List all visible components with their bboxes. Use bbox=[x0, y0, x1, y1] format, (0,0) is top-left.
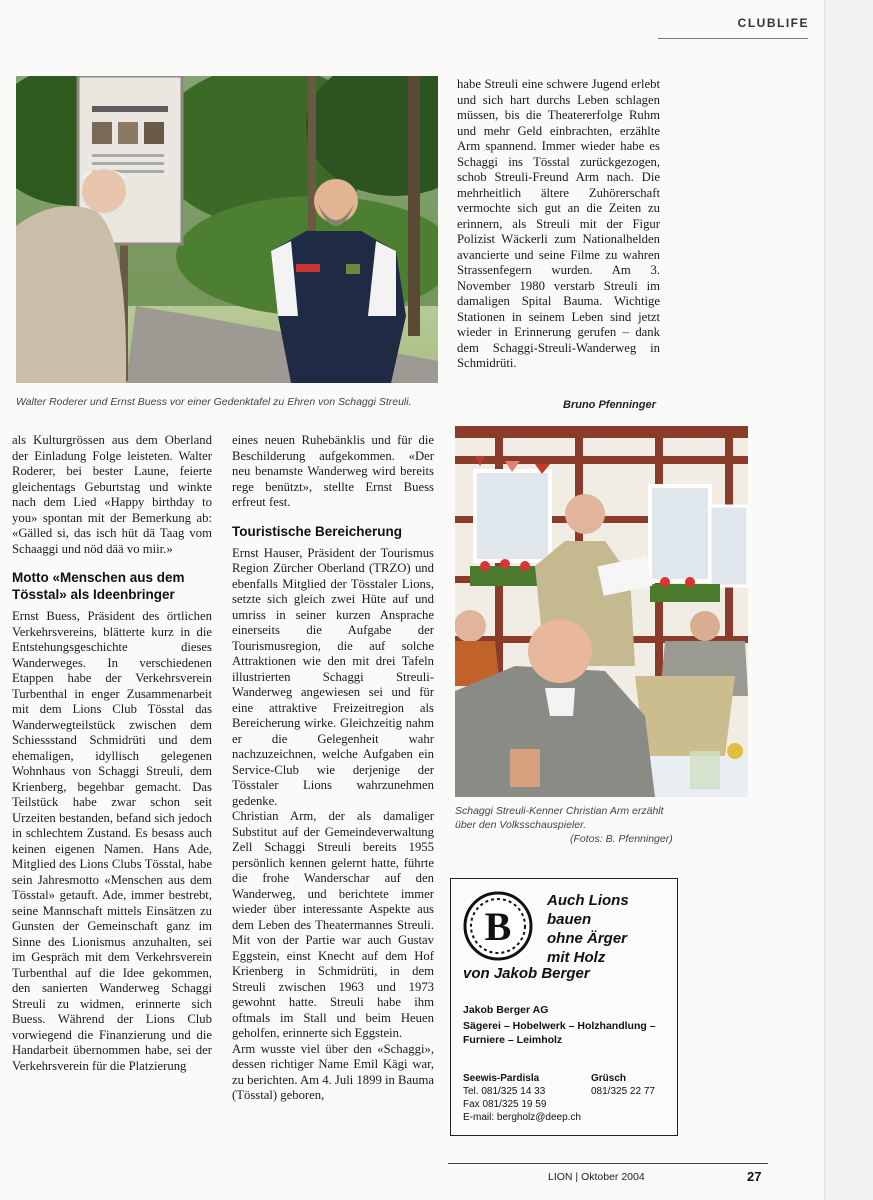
phone: 081/325 22 77 bbox=[591, 1086, 655, 1097]
photo1-caption: Walter Roderer und Ernst Buess vor einer Gedenktafel zu Ehren von Schaggi Streuli. bbox=[16, 396, 412, 408]
caption-line: Schaggi Streuli-Kenner Christian Arm erzählt bbox=[455, 805, 664, 817]
headline-line: ohne Ärger bbox=[547, 930, 628, 947]
section-label: CLUBLIFE bbox=[737, 16, 809, 30]
subheading: Motto «Menschen aus dem Tösstal» als Ideenbringer bbox=[12, 570, 185, 602]
footer-publication: LION | Oktober 2004 bbox=[548, 1171, 645, 1183]
ad-services: Sägerei – Hobelwerk – Holzhandlung – Furniere – Leimholz bbox=[463, 1020, 656, 1046]
page-edge bbox=[824, 0, 873, 1200]
article-column-right-top bbox=[457, 77, 660, 372]
fax: Fax 081/325 19 59 bbox=[463, 1099, 547, 1110]
article-column-middle bbox=[232, 433, 434, 1104]
ad-contact-seewis bbox=[463, 1072, 581, 1124]
photo-illustration bbox=[16, 76, 438, 383]
ad-company-name: Jakob Berger AG bbox=[463, 1004, 549, 1016]
email: E-mail: bergholz@deep.ch bbox=[463, 1112, 581, 1123]
article-column-left bbox=[12, 433, 212, 1074]
logo-letter: B bbox=[484, 904, 512, 949]
author-byline: Bruno Pfenninger bbox=[563, 399, 656, 411]
photo-illustration bbox=[455, 426, 748, 797]
headline-line: bauen bbox=[547, 911, 592, 928]
photo-roderer-buess bbox=[16, 76, 438, 383]
ad-contact-gruesch bbox=[591, 1072, 655, 1098]
footer-rule bbox=[448, 1163, 768, 1164]
paragraph: als Kulturgrössen aus dem Oberland der Einladung Folge leisteten. Walter Roderer, bei bester Laune, feierte gleichentags Geburtstag und winkte nach dem Lied «Happy birthday to you» spontan mit der Bemerkung ab: «Gälled si, das isch hüt dä Taag vom Schaaggi und nöd dää vo miir.» bbox=[12, 433, 212, 556]
subheading: Touristische Bereicherung bbox=[232, 523, 403, 539]
ad-headline bbox=[547, 891, 629, 967]
section-rule bbox=[658, 38, 808, 39]
location-name: Grüsch bbox=[591, 1073, 627, 1084]
headline-line: mit Holz bbox=[547, 949, 606, 966]
phone: Tel. 081/325 14 33 bbox=[463, 1086, 546, 1097]
paragraph: Ernst Hauser, Präsident der Tourismus Region Zürcher Oberland (TRZO) und ebenfalls Mitglied der Tösstaler Lions, setzte sich gleich zwei Hüte auf und umriss in seiner kurzen Ansprache einerseits die Aufgabe der Tourismusregion, die auf solche Attraktionen wie den mit drei Tafeln illustrierten Schaggi Streuli-Wanderweg angewiesen sei und für eine attraktive Freizeitregion als Bereicherung wirke. Gleichzeitig nahm er die Gelegenheit wahr nachzuzeichnen, welche Aufgaben ein Service-Club wie derjenige der Tösstaler Lions wahrzunehmen gedenke. bbox=[232, 545, 434, 808]
photo2-caption bbox=[455, 804, 748, 846]
caption-line: über den Volksschauspieler. bbox=[455, 819, 587, 831]
paragraph: Christian Arm, der als damaliger Substitut auf der Gemeindeverwaltung Zell Schaggi Streuli bereits 1955 persönlich kennen gelernt hatte, führte die frohe Wanderschar auf den Wanderweg, und berichtete immer wieder über interessante Aspekte aus dem Leben des Theatermannes Streuli. Mit von der Partie war auch Gustav Eggstein, einst Knecht auf dem Hof Krienberg in Schmidrüti, in dem Streuli zwischen 1963 und 1973 gewohnt hatte. Streuli habe ihm oftmals im Stall und beim Heuen geholfen, erinnerte sich Eggstein. bbox=[232, 809, 434, 1040]
photo-christian-arm bbox=[455, 426, 748, 797]
paragraph: eines neuen Ruhebänklis und für die Beschilderung aufgekommen. «Der neu benamste Wanderweg wird bereits rege benützt», stellte Ernst Buess erfreut fest. bbox=[232, 433, 434, 509]
headline-line: Auch Lions bbox=[547, 892, 629, 909]
page-number: 27 bbox=[747, 1169, 762, 1184]
location-name: Seewis-Pardisla bbox=[463, 1073, 540, 1084]
berger-logo-icon bbox=[463, 891, 533, 961]
ad-byline: von Jakob Berger bbox=[463, 965, 590, 982]
paragraph: habe Streuli eine schwere Jugend erlebt und sich hart durchs Leben schlagen müssen, bis die Theatererfolge Ruhm und mehr Geld einbrachten, erzählte Arm spannend. Immer wieder habe es Schaggi ins Tösstal zurückgezogen, schob Streuli-Freund Arm nach. Die mehrheitlich ältere Zuhörerschaft vermochte sich gut an die Zeiten zu erinnern, als Streuli mit der Figur Polizist Wäckerli zum Nationalhelden avancierte und seine Filme zu wahren Strassenfegern wurden. Am 3. November 1980 verstarb Streuli im damaligen Spital Bauma. Wichtige Stationen in seinem Leben sind jetzt wieder in Erinnerung gerufen – dank dem Schaggi-Streuli-Wanderweg in Schmidrüti. bbox=[457, 77, 660, 370]
advertisement bbox=[450, 878, 678, 1136]
paragraph: Ernst Buess, Präsident des örtlichen Verkehrsvereins, blätterte kurz in die Entstehungsgeschichte dieses Wanderweges. In verschiedenen Etappen habe der Verkehrsverein Turbenthal in enger Zusammenarbeit mit dem Lions Club Tösstal das Wanderwegteilstück zwischen dem Schiessstand Schmidrüti und dem ehemaligen, idyllisch gelegenen Wohnhaus von Schaggi Streuli, dem Krienberg, begehbar gemacht. Das Teilstück habe zwar schon seit Urzeiten bestanden, befand sich jedoch in schlechtem Zustand. Es besass auch keinen eigenen Namen. Hans Ade, Mitglied des Lions Clubs Tösstal, habe sein Jahresmotto «Menschen aus dem Tösstal» getauft. Ade, immer bestrebt, seine Mannschaft mittels Einsätzen zu Gunsten der Gemeinschaft ganz im Sinne des Lionismus anzuhalten, sei im Gespräch mit dem Verkehrsverein Turbenthal auf die Idee gekommen, den sanierten Wanderweg Schaggi Streuli zu widmen, erinnerte sich Buess. Während der Lions Club vorwiegend die Finanzierung und die Handarbeit übernommen habe, sei der Verkehrsverein für die Platzierung bbox=[12, 609, 212, 1073]
paragraph: Arm wusste viel über den «Schaggi», dessen richtiger Name Emil Kägi war, zu berichten. Am 4. Juli 1899 in Bauma (Tösstal) geboren, bbox=[232, 1041, 434, 1102]
photo-credit: (Fotos: B. Pfenninger) bbox=[570, 833, 673, 845]
